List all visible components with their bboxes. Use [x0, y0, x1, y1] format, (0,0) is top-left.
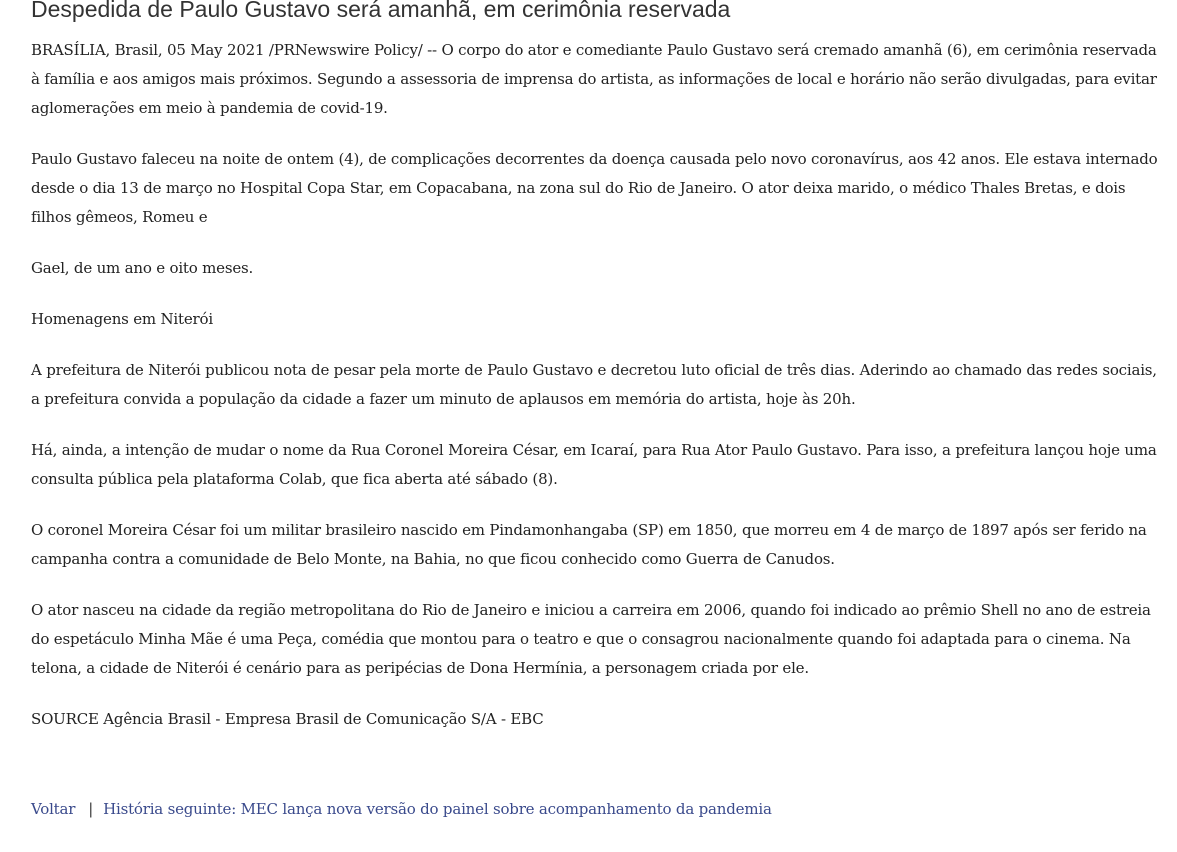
back-link[interactable]: Voltar	[31, 800, 76, 818]
article-paragraph: Paulo Gustavo faleceu na noite de ontem (4), de complicações decorrentes da doença causada pelo novo coronavírus, aos 42 anos. Ele estava internado desde o dia 13 de março no Hospital Copa Star, em Copacabana, na zona sul do Rio de Janeiro. O ator deixa marido, o médico Thales Bretas, e dois filhos gêmeos, Romeu e	[31, 150, 1158, 226]
footer-navigation	[31, 797, 772, 821]
nav-separator: |	[88, 800, 94, 818]
article-paragraph: O coronel Moreira César foi um militar brasileiro nascido em Pindamonhangaba (SP) em 1850, que morreu em 4 de março de 1897 após ser ferido na campanha contra a comunidade de Belo Monte, na Bahia, no que ficou conhecido como Guerra de Canudos.	[31, 521, 1147, 568]
article-paragraph: A prefeitura de Niterói publicou nota de pesar pela morte de Paulo Gustavo e decretou luto oficial de três dias. Aderindo ao chamado das redes sociais, a prefeitura convida a população da cidade a fazer um minuto de aplausos em memória do artista, hoje às 20h.	[31, 361, 1157, 408]
article-title: Despedida de Paulo Gustavo será amanhã, em cerimônia reservada	[31, 0, 731, 22]
article-subheading: Homenagens em Niterói	[31, 310, 213, 328]
next-story-link[interactable]: História seguinte: MEC lança nova versão do painel sobre acompanhamento da pandemia	[103, 800, 772, 818]
article-paragraph: O ator nasceu na cidade da região metropolitana do Rio de Janeiro e iniciou a carreira em 2006, quando foi indicado ao prêmio Shell no ano de estreia do espetáculo Minha Mãe é uma Peça, comédia que montou para o teatro e que o consagrou nacionalmente quando foi adaptada para o cinema. Na telona, a cidade de Niterói é cenário para as peripécias de Dona Hermínia, a personagem criada por ele.	[31, 601, 1151, 677]
article-paragraph-dateline: BRASÍLIA, Brasil, 05 May 2021 /PRNewswire Policy/ -- O corpo do ator e comediante Paulo Gustavo será cremado amanhã (6), em cerimônia reservada à família e aos amigos mais próximos. Segundo a assessoria de imprensa do artista, as informações de local e horário não serão divulgadas, para evitar aglomerações em meio à pandemia de covid-19.	[31, 41, 1157, 117]
article	[31, 0, 1166, 756]
article-body	[31, 36, 1166, 734]
article-paragraph: Gael, de um ano e oito meses.	[31, 259, 254, 277]
article-paragraph: Há, ainda, a intenção de mudar o nome da Rua Coronel Moreira César, em Icaraí, para Rua Ator Paulo Gustavo. Para isso, a prefeitura lançou hoje uma consulta pública pela plataforma Colab, que fica aberta até sábado (8).	[31, 441, 1157, 488]
article-source: SOURCE Agência Brasil - Empresa Brasil de Comunicação S/A - EBC	[31, 710, 544, 728]
